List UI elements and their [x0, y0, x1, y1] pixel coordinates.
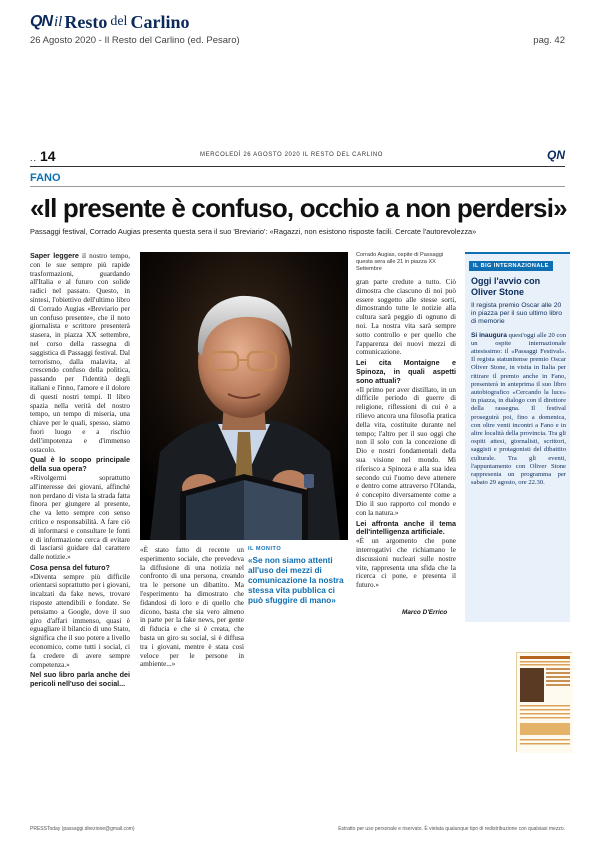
interview-question-1: Qual è lo scopo principale della sua opera?	[30, 455, 130, 474]
column-3-paragraph-2: «Il primo per aver distillato, in un difficile periodo di guerre di religione, riflessioni di cui è a rilievo ancora una filosofia pratica della vita, costituite durante nel tempo; l'altro per il suo oggi che non il solo con la concezione di Dio e nostri fondamentali della sua visione nel mondo. Mi riferisco a Spinoza e alla sua idea secondo cui l'uomo deve attenere e dentro come attraverso l'Olanda, è concepito diversamente come a Dio il suo rapporto col mondo e con la natura.»	[356, 385, 456, 517]
article-column-2	[140, 546, 244, 669]
folio-logo: QN	[547, 148, 565, 162]
column-3-paragraph-3: «È un argomento che pone interrogativi che richiamano le discussioni nucleari sulle nostre vite, rappresenta una sfida che la ricerca ci pone, e presenta il futuro.»	[356, 537, 456, 590]
column-lead-words: Saper leggere	[30, 251, 79, 260]
pull-quote	[248, 546, 350, 606]
newspaper-logo	[30, 12, 189, 32]
logo-del: del	[110, 14, 128, 29]
article-signature: Marco D'Errico	[402, 609, 448, 616]
photo-caption	[356, 252, 456, 273]
article-column-1	[30, 251, 130, 689]
logo-carlino: Carlino	[130, 11, 190, 32]
page-thumbnail-preview	[517, 653, 573, 753]
photo-caption-detail: questa sera alle 21 in piazza XX Settembre	[356, 259, 436, 272]
pull-quote-kicker: IL MONITO	[248, 546, 282, 552]
sidebar-box	[465, 252, 570, 622]
sidebar-body-text: quest'oggi alle 20 con un ospite internazionale attesissimo: il «Passaggi Festival». Il regista statunitense premio Oscar Oliver Stone, in visita in Italia per ritirare il premio anche in Fano, presenterà in anteprima il suo libro autobiografico «Cercando la luce» in piazza, in dialogo con il direttore della rassegna. Il festival proseguirà poi, fino a domenica, con oltre venti incontri a Fano e in altre località della provincia. Tra gli ospiti attesi, giornalisti, scrittori, saggisti e protagonisti del dibattito culturale.	[471, 331, 567, 462]
author-photo	[140, 252, 348, 540]
logo-il: il	[54, 13, 63, 30]
column-3-paragraph-1: gran parte credute a tutto. Ciò dimostra che ciascuno di noi può essere soggetto alle stesse sorti, dimostrando tutte le notizie alla cultura sarà peggio di ognuno di noi. La nostra vita sarà sempre sotto controllo e per quello che l'apparenza dei nuovi mezzi di comunicazione.	[356, 278, 456, 357]
footer-credit: PRESSToday (passaggi.direzione@gmail.com)	[30, 826, 135, 832]
article-column-3	[356, 278, 456, 600]
interview-question-4: Lei cita Montaigne e Spinoza, in quali aspetti sono attuali?	[356, 358, 456, 385]
column-1-paragraph-1: il nostro tempo, con le sue sempre più rapide trasformazioni, guardando all'Italia e al futuro con solide radici nel passato. Questo, in sintesi, l'obiettivo dell'ultimo libro di Corrado Augias «Breviario per un confuso presente», che il noto giornalista e scrittore presenterà stasera, in piazza XX settembre, nel corso della rassegna di saggistica di Passaggi festival. Dal terrorismo, dalla malavita, al crescendo confuso della politica, passando per l'identità degli italiani e l'inno, l'amore e il dolore di questi nostri tempi. Il libro spazia nella verità del nostro tempo, un tempo di miseria, una chiave per le quali, spesso, siamo fuori luogo e a rischio dell'impotenza e d'immenso ostacolo.	[30, 252, 130, 454]
column-1-paragraph-3: «Diventa sempre più difficile orientarsi soprattutto per i giovani, incalzati da fake news, trovare risposte attendibili e fondate. Se pensiamo a Google, dove il suo giro d'affari immenso, quasi è eguagliare il bilancio di uno Stato, significa che il suo potere a livello economico, come tutti i social, ci fa credere di avere sempre competenza.»	[30, 572, 130, 669]
folio-rule	[30, 166, 565, 167]
page-number: pag. 42	[533, 35, 565, 46]
interview-question-2: Cosa pensa del futuro?	[30, 562, 110, 572]
photo-caption-name: Corrado Augias, ospite di Passaggi	[356, 252, 444, 258]
folio-dots: ..	[30, 153, 38, 163]
sidebar-lead: Il regista premio Oscar alle 20 in piazza per il suo ultimo libro di memorie	[471, 302, 563, 326]
section-rule	[30, 186, 565, 187]
column-2-paragraph: «È stato fatto di recente un esperimento sociale, che prevedeva la diffusione di una notizia nel confronto di una persona, creando tra le persone un dibattito. Ma l'esperimento ha dimostrato che fidandosi di loro e di quello che dicono, basta che sia vero almeno in parte per la fake news, per gente di fiducia e che si è creata, che basta un giro su social, si è diffusa tra i giovani, mentre è stata così veloce per le persone in ambiente...»	[140, 546, 244, 669]
sidebar-title: Oggi l'avvio con Oliver Stone	[471, 276, 541, 297]
interview-question-3: Nel suo libro parla anche dei pericoli nell'uso dei social...	[30, 670, 130, 689]
section-label: FANO	[30, 172, 61, 184]
folio-date-line: MERCOLEDÌ 26 AGOSTO 2020 IL RESTO DEL CARLINO	[200, 152, 384, 158]
column-1-paragraph-2: «Rivolgermi soprattutto all'interesse dei giovani, affinché non perdano di vista la strada fatta finora per giungere al presente, che va letto sempre con senso critico e responsabilità. A fare ciò di informarsi e consultare le fonti e di informazione cerca di evitare di lasciarsi guidare dal carattere dalle notizie.»	[30, 473, 130, 562]
folio-page-number: 14	[40, 148, 56, 164]
logo-resto: Resto	[64, 11, 108, 32]
sidebar-body	[471, 332, 566, 488]
footer-disclaimer: Estratto per uso personale e riservato. È vietata qualunque tipo di redistribuzione con qualsiasi mezzo.	[338, 826, 565, 832]
article-subhead: Passaggi festival, Corrado Augias presenta questa sera il suo 'Breviario': «Ragazzi, non esistono risposte facili. Cercate l'autorevolezza»	[30, 227, 477, 236]
author-portrait-illustration	[140, 252, 348, 540]
page-thumbnail	[516, 652, 572, 752]
sidebar-body-lead: Si inaugura	[471, 331, 507, 339]
sidebar-kicker: IL BIG INTERNAZIONALE	[469, 261, 553, 271]
article-headline: «Il presente è confuso, occhio a non perdersi»	[30, 193, 567, 223]
source-line: 26 Agosto 2020 - Il Resto del Carlino (ed. Pesaro)	[30, 35, 240, 46]
pull-quote-text: «Se non siamo attenti all'uso dei mezzi di comunicazione la nostra stessa vita pubblica ci può sfuggire di mano»	[248, 556, 344, 605]
sidebar-body-end: Tra gli eventi, l'appuntamento con Oliver Stone rappresenta un programma per sabato 29 agosto, ore 22.30.	[471, 454, 567, 487]
interview-question-5: Lei affronta anche il tema dell'intelligenza artificiale.	[356, 518, 456, 537]
logo-qn: QN	[30, 13, 52, 30]
